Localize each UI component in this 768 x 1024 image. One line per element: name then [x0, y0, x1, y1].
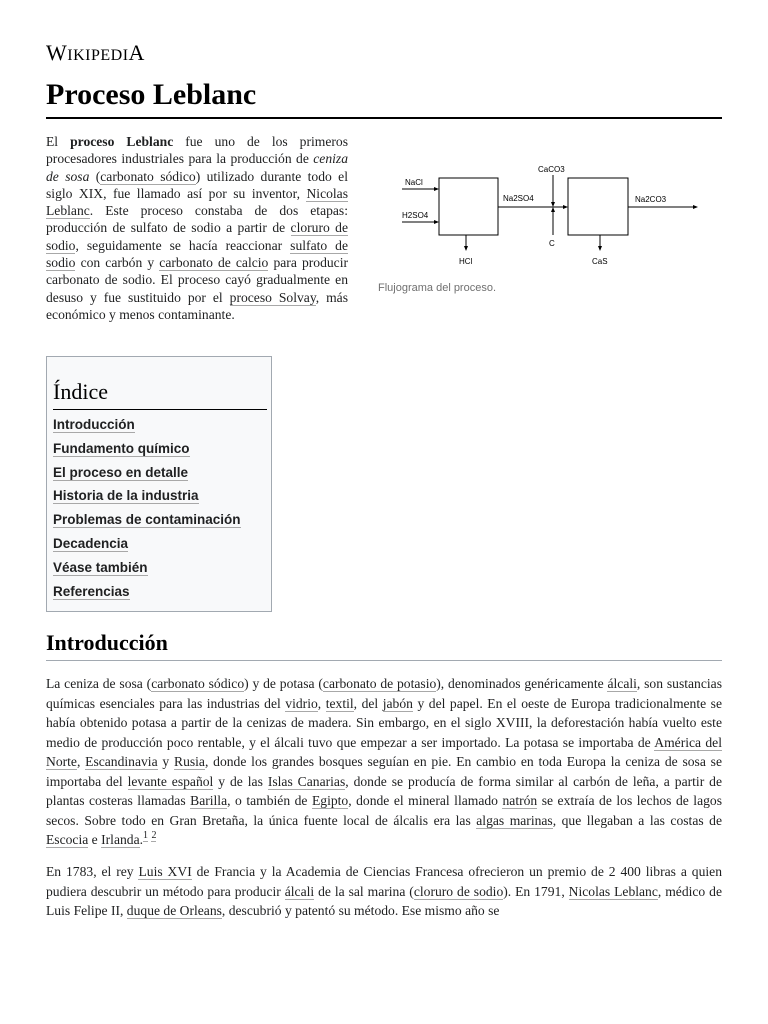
link-barilla[interactable]: Barilla — [190, 793, 228, 808]
link-egipto[interactable]: Egipto — [311, 793, 349, 808]
section-heading: Introducción — [46, 630, 168, 655]
toc-list — [53, 417, 241, 607]
arrowhead-icon — [563, 205, 568, 209]
toc-item[interactable] — [53, 536, 241, 560]
arrowhead-icon — [551, 207, 555, 212]
wordmark-letter: W — [46, 40, 68, 65]
toc-link[interactable]: Problemas de contaminación — [53, 512, 241, 528]
bold-term: proceso Leblanc — [70, 134, 174, 149]
toc-item[interactable] — [53, 417, 241, 441]
link-jabon[interactable]: jabón — [382, 695, 413, 711]
link-natron[interactable]: natrón — [502, 793, 538, 808]
link-cloruro-de-sodio[interactable]: cloruro de sodio — [413, 883, 504, 899]
arrowhead-icon — [598, 246, 602, 251]
toc-item[interactable] — [53, 465, 241, 489]
link-carbonato-sodico[interactable]: carbonato sódico — [151, 676, 245, 691]
link-luis-xvi[interactable]: Luis XVI — [138, 864, 192, 879]
wordmark-smallcaps: IKIPEDI — [67, 47, 129, 64]
section-divider — [46, 660, 722, 661]
wikipedia-wordmark[interactable] — [46, 40, 145, 66]
nacl-label: NaCl — [405, 178, 423, 187]
reference-link[interactable]: 1 — [143, 830, 149, 842]
link-alcali[interactable]: álcali — [607, 676, 637, 691]
link-algas-marinas[interactable]: algas marinas — [476, 812, 553, 828]
toc-link[interactable]: Historia de la industria — [53, 488, 199, 504]
link-cloruro-de-sodio[interactable]: cloruro de sodio — [46, 220, 349, 253]
link-carbonato-de-calcio[interactable]: carbonato de calcio — [159, 255, 269, 271]
body-paragraph-2: En 1783, el rey Luis XVI de Francia y la Academia de Ciencias Francesa ofrecieron un premio de 2 400 libras a quien pudiera descubrir un método para producir álcali de la sal marina (cloruro de sodio). En 1791, Nicolas Leblanc, médico de Luis Felipe II, duque de Orleans, descubrió y patentó su método. Ese mismo año se — [46, 864, 722, 918]
link-proceso-solvay[interactable]: proceso Solvay — [229, 289, 316, 305]
toc-link[interactable]: Fundamento químico — [53, 440, 190, 456]
link-escocia[interactable]: Escocia — [46, 832, 89, 847]
intro-paragraph: El proceso Leblanc fue uno de los primeros procesadores industriales para la producción de ceniza de sosa (carbonato sódico) utilizado durante todo el siglo XIX, fue llamado así por su inventor, Nicolas Leblanc. Este proceso constaba de dos etapas: producción de sulfato de sodio a partir de cloruro de sodio, seguidamente se hacía reaccionar sulfato de sodio con carbón y carbonato de calcio para producir carbonato de sodio. El proceso cayó gradualmente en desuso y fue sustituido por el proceso Solvay, más económico y menos contaminante. — [46, 134, 349, 322]
toc-link[interactable]: Véase también — [53, 559, 148, 575]
arrowhead-icon — [434, 220, 439, 224]
link-carbonato-sodico[interactable]: carbonato sódico — [100, 168, 196, 184]
carbon-label: C — [549, 239, 555, 248]
page-title: Proceso Leblanc — [46, 78, 257, 111]
reference-2[interactable] — [151, 830, 156, 842]
link-rusia[interactable]: Rusia — [174, 754, 205, 769]
title-divider — [46, 117, 722, 119]
reference-link[interactable]: 2 — [151, 830, 157, 842]
toc-item[interactable] — [53, 488, 241, 512]
toc-item[interactable] — [53, 584, 241, 608]
link-carbonato-de-potasio[interactable]: carbonato de potasio — [322, 676, 437, 691]
reactor-2-box — [568, 178, 628, 235]
wordmark-letter: A — [128, 40, 145, 65]
figure-caption: Flujograma del proceso. — [378, 282, 497, 294]
link-textil[interactable]: textil — [325, 695, 354, 711]
h2so4-label: H2SO4 — [402, 211, 429, 220]
toc-link[interactable]: Referencias — [53, 583, 130, 599]
na2so4-label: Na2SO4 — [503, 194, 534, 203]
process-flow-figure — [378, 150, 718, 294]
toc-item[interactable] — [53, 512, 241, 536]
link-duque-de-orleans[interactable]: duque de Orleans — [126, 903, 222, 918]
flow-diagram[interactable] — [378, 150, 708, 270]
reactor-1-box — [439, 178, 498, 235]
link-escandinavia[interactable]: Escandinavia — [85, 754, 158, 769]
table-of-contents — [46, 356, 272, 612]
link-sulfato-de-sodio[interactable]: sulfato de sodio — [46, 237, 348, 271]
arrowhead-icon — [464, 246, 468, 251]
arrowhead-icon — [434, 187, 439, 191]
toc-link[interactable]: El proceso en detalle — [53, 464, 189, 480]
toc-title: Índice — [53, 379, 108, 404]
toc-link[interactable]: Decadencia — [53, 535, 129, 551]
toc-item[interactable] — [53, 441, 241, 465]
reference-1[interactable] — [143, 830, 148, 842]
toc-divider — [53, 409, 267, 410]
body-paragraph-1: La ceniza de sosa (carbonato sódico) y de potasa (carbonato de potasio), denominados genéricamente álcali, son sustancias químicas esenciales para las industrias del vidrio, textil, del jabón y del papel. En el oeste de Europa tradicionalmente se había obtenido potasa a partir de la cenizas de madera. Sin embargo, en el siglo XVIII, la deforestación había vuelto este medio de producción poco rentable, y el álcali tuvo que empezar a ser importado. La potasa se importaba de América del Norte, Escandinavia y Rusia, donde los grandes bosques seguían en pie. En cambio en toda Europa la ceniza de sosa se importaba del levante español y de las Islas Canarias, donde se producía de forma similar al carbón de leña, a partir de plantas costeras llamadas Barilla, o también de Egipto, donde el mineral llamado natrón se extraía de los lechos de lagos secos. Sobre todo en Gran Bretaña, la única fuente local de álcalis era las algas marinas, que llegaban a las costas de Escocia e Irlanda.$^1$ $^2$ — [46, 676, 723, 847]
link-irlanda[interactable]: Irlanda — [101, 832, 140, 847]
link-alcali[interactable]: álcali — [284, 883, 315, 899]
arrowhead-icon — [551, 202, 555, 207]
caco3-label: CaCO3 — [538, 165, 565, 174]
link-nicolas-leblanc[interactable]: Nicolas Leblanc — [568, 883, 658, 899]
link-islas-canarias[interactable]: Islas Canarias — [267, 773, 346, 789]
link-nicolas-leblanc[interactable]: Nicolas Leblanc — [46, 185, 348, 219]
toc-item[interactable] — [53, 560, 241, 584]
link-levante-espanol[interactable]: levante español — [127, 773, 214, 789]
arrowhead-icon — [693, 205, 698, 209]
na2co3-label: Na2CO3 — [635, 195, 667, 204]
cas-label: CaS — [592, 257, 608, 266]
hcl-label: HCl — [459, 257, 473, 266]
link-america-del-norte[interactable]: América del Norte — [46, 734, 722, 769]
italic-term: ceniza de sosa — [46, 151, 348, 184]
toc-link[interactable]: Introducción — [53, 417, 135, 432]
link-vidrio[interactable]: vidrio — [285, 695, 318, 711]
